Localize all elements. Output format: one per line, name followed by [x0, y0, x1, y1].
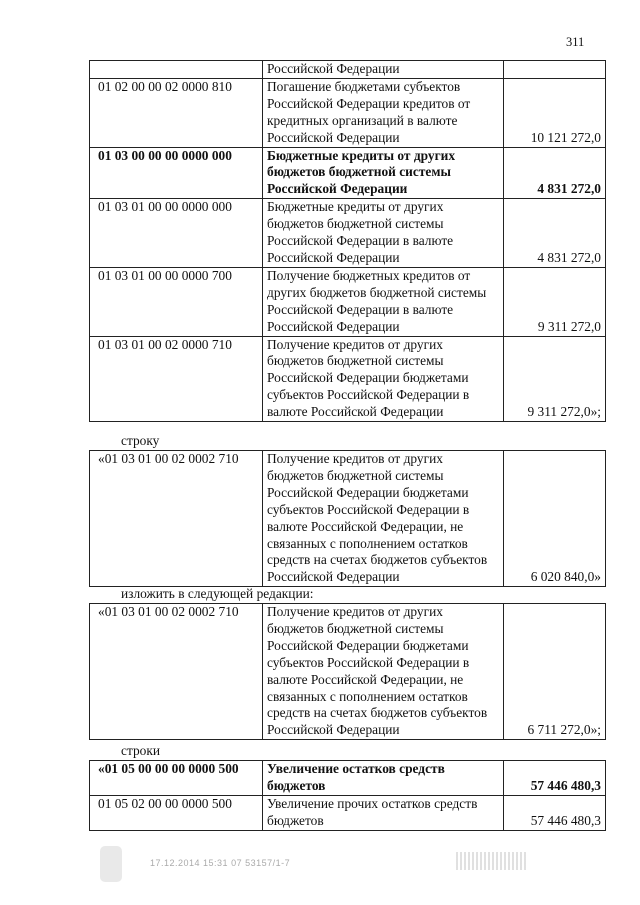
row-description: Погашение бюджетами субъектов Российской Федерации кредитов от кредитных организаций в валюте Российской Федерации: [263, 78, 504, 147]
row-code: «01 03 01 00 02 0002 710: [90, 451, 263, 587]
row-code: [90, 61, 263, 79]
row-value: 57 446 480,3: [504, 761, 606, 796]
row-description: Увеличение остатков средств бюджетов: [263, 761, 504, 796]
budget-table-2: [89, 450, 606, 587]
table-row: [90, 795, 606, 830]
row-description: Получение бюджетных кредитов от других бюджетов бюджетной системы Российской Федерации в валюте Российской Федерации: [263, 267, 504, 336]
table-row: [90, 761, 606, 796]
table-row: [90, 147, 606, 199]
row-value: 9 311 272,0»;: [504, 336, 606, 422]
row-description: Увеличение прочих остатков средств бюджетов: [263, 795, 504, 830]
budget-table-4: [89, 760, 606, 831]
row-description: Получение кредитов от других бюджетов бюджетной системы Российской Федерации бюджетами субъектов Российской Федерации в валюте Российской Федерации, не связанных с пополнением остатков средств на счетах бюджетов субъектов Российской Федерации: [263, 604, 504, 740]
table-row: [90, 451, 606, 587]
row-description: Бюджетные кредиты от других бюджетов бюджетной системы Российской Федерации в валюте Российской Федерации: [263, 199, 504, 268]
row-code: 01 03 01 00 02 0000 710: [90, 336, 263, 422]
budget-table-1: [89, 60, 606, 422]
row-description: Российской Федерации: [263, 61, 504, 79]
table-row: [90, 61, 606, 79]
row-value: 6 711 272,0»;: [504, 604, 606, 740]
row-code: «01 03 01 00 02 0002 710: [90, 604, 263, 740]
note-stroki: строки: [121, 743, 161, 758]
row-code: 01 02 00 00 02 0000 810: [90, 78, 263, 147]
row-description: Получение кредитов от других бюджетов бюджетной системы Российской Федерации бюджетами субъектов Российской Федерации в валюте Российской Федерации, не связанных с пополнением остатков средств на счетах бюджетов субъектов Российской Федерации: [263, 451, 504, 587]
note-edit-instruction: изложить в следующей редакции:: [121, 586, 314, 601]
row-value: 4 831 272,0: [504, 199, 606, 268]
budget-table-3: [89, 603, 606, 740]
row-code: «01 05 00 00 00 0000 500: [90, 761, 263, 796]
table-row: [90, 199, 606, 268]
row-code: 01 05 02 00 00 0000 500: [90, 795, 263, 830]
table-row: [90, 267, 606, 336]
table-row: [90, 78, 606, 147]
row-value: 6 020 840,0»: [504, 451, 606, 587]
footer-registration: 17.12.2014 15:31 07 53157/1-7: [150, 858, 291, 868]
row-code: 01 03 00 00 00 0000 000: [90, 147, 263, 199]
row-value: 9 311 272,0: [504, 267, 606, 336]
page-number: 311: [566, 35, 585, 49]
row-value: 4 831 272,0: [504, 147, 606, 199]
row-description: Получение кредитов от других бюджетов бюджетной системы Российской Федерации бюджетами субъектов Российской Федерации в валюте Российской Федерации: [263, 336, 504, 422]
row-code: 01 03 01 00 00 0000 000: [90, 199, 263, 268]
stamp-mark: [100, 846, 122, 882]
row-value: 10 121 272,0: [504, 78, 606, 147]
barcode-mark: [456, 852, 526, 870]
row-description: Бюджетные кредиты от других бюджетов бюджетной системы Российской Федерации: [263, 147, 504, 199]
note-stroku: строку: [121, 433, 160, 448]
table-row: [90, 336, 606, 422]
table-row: [90, 604, 606, 740]
row-code: 01 03 01 00 00 0000 700: [90, 267, 263, 336]
row-value: 57 446 480,3: [504, 795, 606, 830]
row-value: [504, 61, 606, 79]
